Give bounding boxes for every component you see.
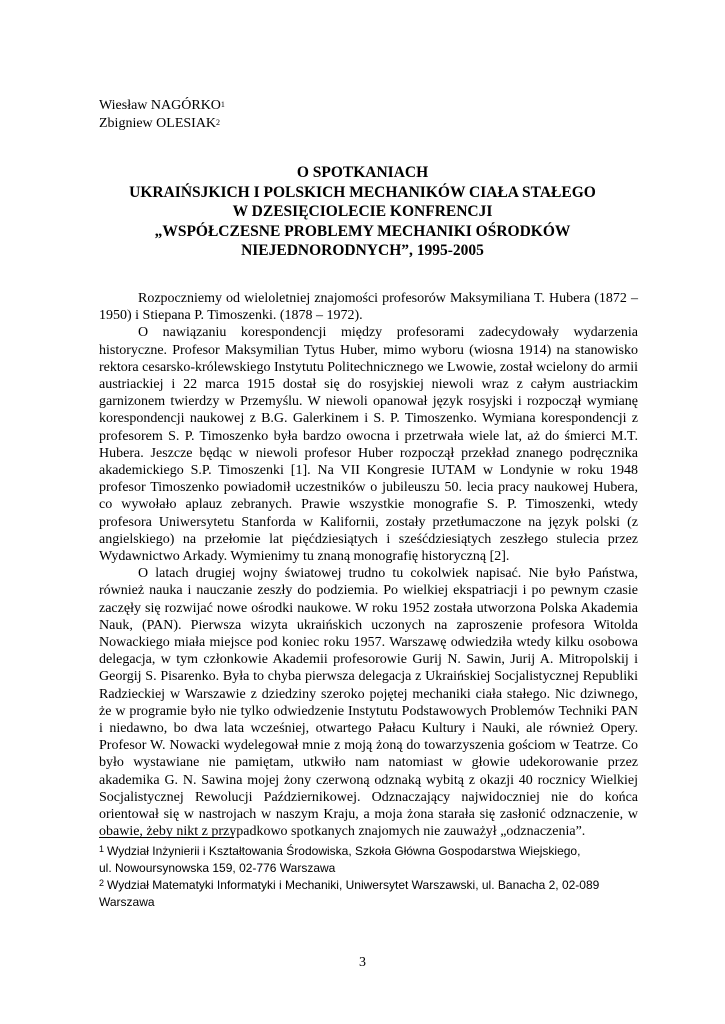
footnotes bbox=[99, 843, 619, 911]
footnote-2-marker: 2 bbox=[99, 878, 105, 888]
page-number: 3 bbox=[359, 955, 366, 970]
title-line: O SPOTKANIACH bbox=[296, 164, 429, 181]
footnote-2 bbox=[99, 877, 619, 911]
footnote-2-line-2: Warszawa bbox=[99, 895, 155, 909]
author-list bbox=[99, 97, 225, 133]
title-line: UKRAIŃSJKICH I POLSKICH MECHANIKÓW CIAŁA STAŁEGO bbox=[129, 183, 596, 201]
footnote-2-line-1: Wydział Matematyki Informatyki i Mechaniki, Uniwersytet Warszawski, ul. Banacha 2, 02-089 bbox=[107, 878, 600, 892]
author-1-affiliation-ref: 1 bbox=[220, 100, 225, 109]
paragraph-2: O nawiązaniu korespondencji między profesorami zadecydowały wydarzenia historyczne. Profesor Maksymilian Tytus Huber, mimo wyboru (wiosna 1914) na stanowisko rektora cesarsko-królewskiego Instytutu Politechnicznego we Lwowie, został wcielony do armii austriackiej i 22 marca 1915 dostał się do rosyjskiej niewoli wraz z całym austriackim garnizonem twierdzy w Przemyślu. W niewoli opanował język rosyjski i rozpoczął wymianę korespondencji naukowej z B.G. Galerkinem i S. P. Timoszenko. Wymiana korespondencji z profesorem S. P. Timoszenko była bardzo owocna i przetrwała wiele lat, aż do śmierci M.T. Hubera. Jeszcze będąc w niewoli profesor Huber rozpoczął przekład znanego podręcznika akademickiego S.P. Timoszenki [1]. Na VII Kongresie IUTAM w Londynie w roku 1948 profesor Timoszenko powiadomił uczestników o jubileuszu 50. lecia pracy naukowej Hubera, co wywołało aplauz zebranych. Prawie wszystkie monografie S. P. Timoszenki, wtedy profesora Uniwersytetu Stanforda w Kalifornii, zostały przetłumaczone na język polski (z angielskiego) na przełomie lat pięćdziesiątych i sześćdziesiątych zeszłego stulecia przez Wydawnictwo Arkady. Wymienimy tu znaną monografię historyczną [2]. bbox=[99, 325, 638, 565]
author-2-affiliation-ref: 2 bbox=[216, 118, 221, 127]
author-1: Wiesław NAGÓRKO$^1$ bbox=[99, 98, 225, 113]
body-text bbox=[99, 290, 638, 841]
footnote-1-line-1: Wydział Inżynierii i Kształtowania Środowiska, Szkoła Główna Gospodarstwa Wiejskiego, bbox=[107, 844, 581, 858]
paragraph-3: O latach drugiej wojny światowej trudno tu cokolwiek napisać. Nie było Państwa, również nauka i nauczanie zeszły do podziemia. Po wielkiej ekspatriacji i po pewnym czasie zaczęły się rozwijać nowe ośrodki naukowe. W roku 1952 została utworzona Polska Akademia Nauk, (PAN). Pierwsza wizyta ukraińskich uczonych na zaproszenie profesora Witolda Nowackiego miała miejsce pod koniec roku 1957. Warszawę odwiedziła wtedy kilku osobowa delegacja, w tym członkowie Akademii profesorowie Gurij N. Sawin, Jurij A. Mitropolskij i Georgij S. Pisarenko. Była to chyba pierwsza delegacja z Ukraińskiej Socjalistycznej Republiki Radzieckiej w Warszawie z dziedziny szeroko pojętej mechaniki ciała stałego. Nic dziwnego, że w programie było nie tylko odwiedzenie Instytutu Podstawowych Problemów Techniki PAN i niedawno, bo dwa lata wcześniej, otwartego Pałacu Kultury i Nauki, ale również Opery. Profesor W. Nowacki wydelegował mnie z moją żoną do towarzyszenia gościom w Teatrze. Co było wystawiane nie pamiętam, utkwiło nam natomiast w głowie udekorowanie przez akademika G. N. Sawina mojej żony czerwoną odznaką wybitą z okazji 40 rocznicy Wielkiej Socjalistycznej Rewolucji Październikowej. Odznaczający najwidoczniej nie do końca orientował się w nastrojach w naszym Kraju, a moja żona starała się zasłonić odznaczenie, w obawie, żeby nikt z przypadkowo spotkanych znajomych nie zauważył „odznaczenia”. bbox=[99, 566, 638, 840]
footnote-divider bbox=[99, 837, 234, 838]
footnote-1-line-2: ul. Nowoursynowska 159, 02-776 Warszawa bbox=[99, 861, 336, 875]
title-line: W DZESIĘCIOLECIE KONFRENCJI bbox=[232, 203, 493, 220]
title-line: „WSPÓŁCZESNE PROBLEMY MECHANIKI OŚRODKÓW bbox=[154, 222, 571, 240]
footnote-1-marker: 1 bbox=[99, 844, 105, 854]
paper-title bbox=[90, 163, 635, 261]
title-line: NIEJEDNORODNYCH”, 1995-2005 bbox=[241, 242, 484, 259]
paragraph-1: Rozpoczniemy od wieloletniej znajomości profesorów Maksymiliana T. Hubera (1872 – 1950) i Stiepana P. Timoszenki. (1878 – 1972). bbox=[99, 291, 638, 324]
footnote-1 bbox=[99, 843, 619, 877]
author-2: Zbigniew OLESIAK$^2$ bbox=[99, 116, 221, 131]
